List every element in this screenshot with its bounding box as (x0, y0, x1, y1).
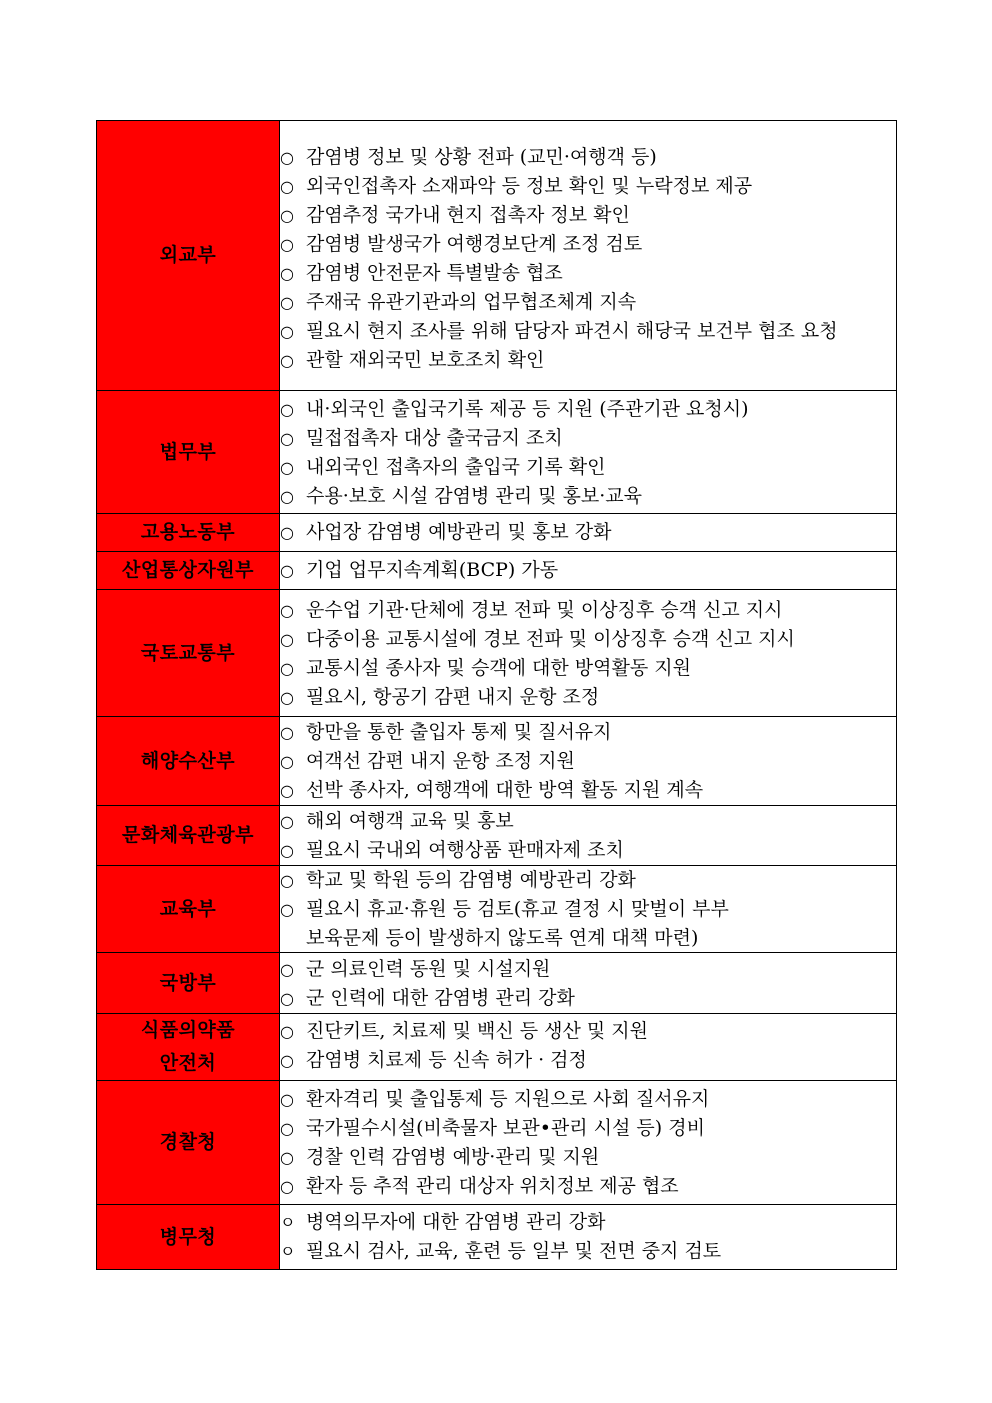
circle-bullet-icon: ○ (280, 841, 294, 860)
list-item: ○ 감염병 치료제 등 신속 허가 · 검정 (280, 1046, 896, 1075)
table-row (97, 590, 897, 717)
list-item: ○ 사업장 감염병 예방관리 및 홍보 강화 (280, 518, 896, 547)
agency-cell (97, 552, 280, 590)
circle-bullet-icon: ○ (280, 351, 294, 370)
circle-bullet-icon: ○ (280, 688, 294, 707)
list-item: ○ 필요시, 항공기 감편 내지 운항 조정 (280, 683, 896, 712)
list-item: ○ 내외국인 접촉자의 출입국 기록 확인 (280, 453, 896, 482)
circle-bullet-icon: ○ (280, 723, 294, 742)
agency-name: 외교부 (159, 244, 217, 266)
duties-cell (280, 1205, 897, 1270)
list-item: ○ 운수업 기관·단체에 경보 전파 및 이상징후 승객 신고 지시 (280, 596, 896, 625)
agency-name: 해양수산부 (140, 749, 236, 772)
agency-name: 고용노동부 (140, 521, 236, 543)
duties-cell (280, 391, 897, 514)
duties-cell (280, 1014, 897, 1081)
agency-name: 문화체육관광부 (122, 824, 254, 846)
agency-cell (97, 1014, 280, 1081)
agency-roles-table (96, 120, 897, 1270)
list-item: ○ 필요시 국내외 여행상품 판매자제 조치 (280, 836, 896, 865)
list-item: ○ 군 인력에 대한 감염병 관리 강화 (280, 984, 896, 1013)
list-item: ○ 환자격리 및 출입통제 등 지원으로 사회 질서유지 (280, 1085, 896, 1114)
list-item: ○ 필요시 현지 조사를 위해 담당자 파견시 해당국 보건부 협조 요청 (280, 317, 896, 346)
agency-cell (97, 1081, 280, 1205)
circle-bullet-icon: ○ (280, 561, 294, 580)
circle-bullet-icon: ○ (280, 601, 294, 620)
list-item: ○ 다중이용 교통시설에 경보 전파 및 이상징후 승객 신고 지시 (280, 625, 896, 654)
table-row (97, 953, 897, 1014)
agency-name: 법무부 (159, 440, 217, 463)
list-item: ○ 진단키트, 치료제 및 백신 등 생산 및 지원 (280, 1017, 896, 1046)
circle-bullet-icon: ○ (280, 429, 294, 448)
list-item: ○ 국가필수시설(비축물자 보관•관리 시설 등) 경비 (280, 1114, 896, 1143)
small-circle-bullet-icon: ㅇ (280, 1213, 296, 1232)
agency-cell (97, 806, 280, 866)
list-item: ㅇ 병역의무자에 대한 감염병 관리 강화 (280, 1208, 896, 1237)
circle-bullet-icon: ○ (280, 206, 294, 225)
list-item: ㅇ 필요시 검사, 교육, 훈련 등 일부 및 전면 중지 검토 (280, 1237, 896, 1266)
list-item: ○ 교통시설 종사자 및 승객에 대한 방역활동 지원 (280, 654, 896, 683)
list-item: ○ 밀접접촉자 대상 출국금지 조치 (280, 424, 896, 453)
list-item: ○ 필요시 휴교·휴원 등 검토(휴교 결정 시 맞벌이 부부 (280, 895, 896, 924)
list-item: ○ 감염추정 국가내 현지 접촉자 정보 확인 (280, 201, 896, 230)
circle-bullet-icon: ○ (280, 1177, 294, 1196)
circle-bullet-icon: ○ (280, 458, 294, 477)
duties-cell (280, 514, 897, 552)
agency-cell (97, 953, 280, 1014)
agency-name: 산업통상자원부 (122, 559, 254, 581)
list-item: ○ 여객선 감편 내지 운항 조정 지원 (280, 747, 896, 776)
list-item: ○ 선박 종사자, 여행객에 대한 방역 활동 지원 계속 (280, 776, 896, 805)
circle-bullet-icon: ○ (280, 148, 294, 167)
circle-bullet-icon: ○ (280, 781, 294, 800)
list-item-continuation: 보육문제 등이 발생하지 않도록 연계 대책 마련) (306, 927, 699, 949)
list-item: ○ 군 의료인력 동원 및 시설지원 (280, 955, 896, 984)
agency-cell (97, 121, 280, 391)
list-item: ○ 항만을 통한 출입자 통제 및 질서유지 (280, 718, 896, 747)
table-row (97, 391, 897, 514)
circle-bullet-icon: ○ (280, 523, 294, 542)
circle-bullet-icon: ○ (280, 900, 294, 919)
circle-bullet-icon: ○ (280, 235, 294, 254)
circle-bullet-icon: ○ (280, 659, 294, 678)
table-row (97, 717, 897, 806)
list-item: ○ 감염병 발생국가 여행경보단계 조정 검토 (280, 230, 896, 259)
table-row (97, 806, 897, 866)
table-row (97, 1081, 897, 1205)
list-item: ○ 기업 업무지속계획(BCP) 가동 (280, 556, 896, 585)
duties-cell (280, 953, 897, 1014)
agency-name: 국방부 (159, 971, 217, 994)
small-circle-bullet-icon: ㅇ (280, 1242, 296, 1261)
circle-bullet-icon: ○ (280, 1148, 294, 1167)
list-item: ○ 해외 여행객 교육 및 홍보 (280, 807, 896, 836)
duties-cell (280, 806, 897, 866)
circle-bullet-icon: ○ (280, 1051, 294, 1070)
circle-bullet-icon: ○ (280, 989, 294, 1008)
duties-cell (280, 717, 897, 806)
circle-bullet-icon: ○ (280, 264, 294, 283)
table-row (97, 121, 897, 391)
agency-name: 경찰청 (159, 1131, 217, 1153)
agency-cell (97, 514, 280, 552)
list-item: ○ 수용·보호 시설 감염병 관리 및 홍보·교육 (280, 482, 896, 511)
agency-cell (97, 391, 280, 514)
list-item: ○ 환자 등 추적 관리 대상자 위치정보 제공 협조 (280, 1172, 896, 1201)
circle-bullet-icon: ○ (280, 487, 294, 506)
duties-cell (280, 1081, 897, 1205)
circle-bullet-icon: ○ (280, 400, 294, 419)
circle-bullet-icon: ○ (280, 1090, 294, 1109)
circle-bullet-icon: ○ (280, 177, 294, 196)
duties-cell (280, 552, 897, 590)
duties-cell (280, 590, 897, 717)
circle-bullet-icon: ○ (280, 630, 294, 649)
list-item: ○ 내·외국인 출입국기록 제공 등 지원 (주관기관 요청시) (280, 395, 896, 424)
agency-name-line: 식품의약품 (140, 1019, 236, 1041)
circle-bullet-icon: ○ (280, 1022, 294, 1041)
circle-bullet-icon: ○ (280, 1119, 294, 1138)
table-row (97, 1205, 897, 1270)
table-row (97, 514, 897, 552)
agency-name-line: 안전처 (159, 1052, 217, 1074)
table-row (97, 866, 897, 953)
circle-bullet-icon: ○ (280, 812, 294, 831)
duties-cell (280, 866, 897, 953)
circle-bullet-icon: ○ (280, 752, 294, 771)
list-item: ○ 외국인접촉자 소재파악 등 정보 확인 및 누락정보 제공 (280, 172, 896, 201)
list-item: ○ 주재국 유관기관과의 업무협조체계 지속 (280, 288, 896, 317)
table-row (97, 1014, 897, 1081)
list-item: ○ 경찰 인력 감염병 예방·관리 및 지원 (280, 1143, 896, 1172)
agency-name: 국토교통부 (140, 641, 236, 664)
circle-bullet-icon: ○ (280, 293, 294, 312)
agency-name: 교육부 (159, 897, 217, 920)
table-row (97, 552, 897, 590)
circle-bullet-icon: ○ (280, 960, 294, 979)
agency-cell (97, 717, 280, 806)
duties-cell (280, 121, 897, 391)
agency-cell (97, 590, 280, 717)
list-item: ○ 관할 재외국민 보호조치 확인 (280, 346, 896, 375)
agency-cell (97, 1205, 280, 1270)
agency-cell (97, 866, 280, 953)
circle-bullet-icon: ○ (280, 871, 294, 890)
list-item: ○ 학교 및 학원 등의 감염병 예방관리 강화 (280, 866, 896, 895)
list-item: ○ 감염병 정보 및 상황 전파 (교민·여행객 등) (280, 143, 896, 172)
agency-name: 병무청 (159, 1225, 217, 1248)
list-item: ○ 감염병 안전문자 특별발송 협조 (280, 259, 896, 288)
circle-bullet-icon: ○ (280, 322, 294, 341)
